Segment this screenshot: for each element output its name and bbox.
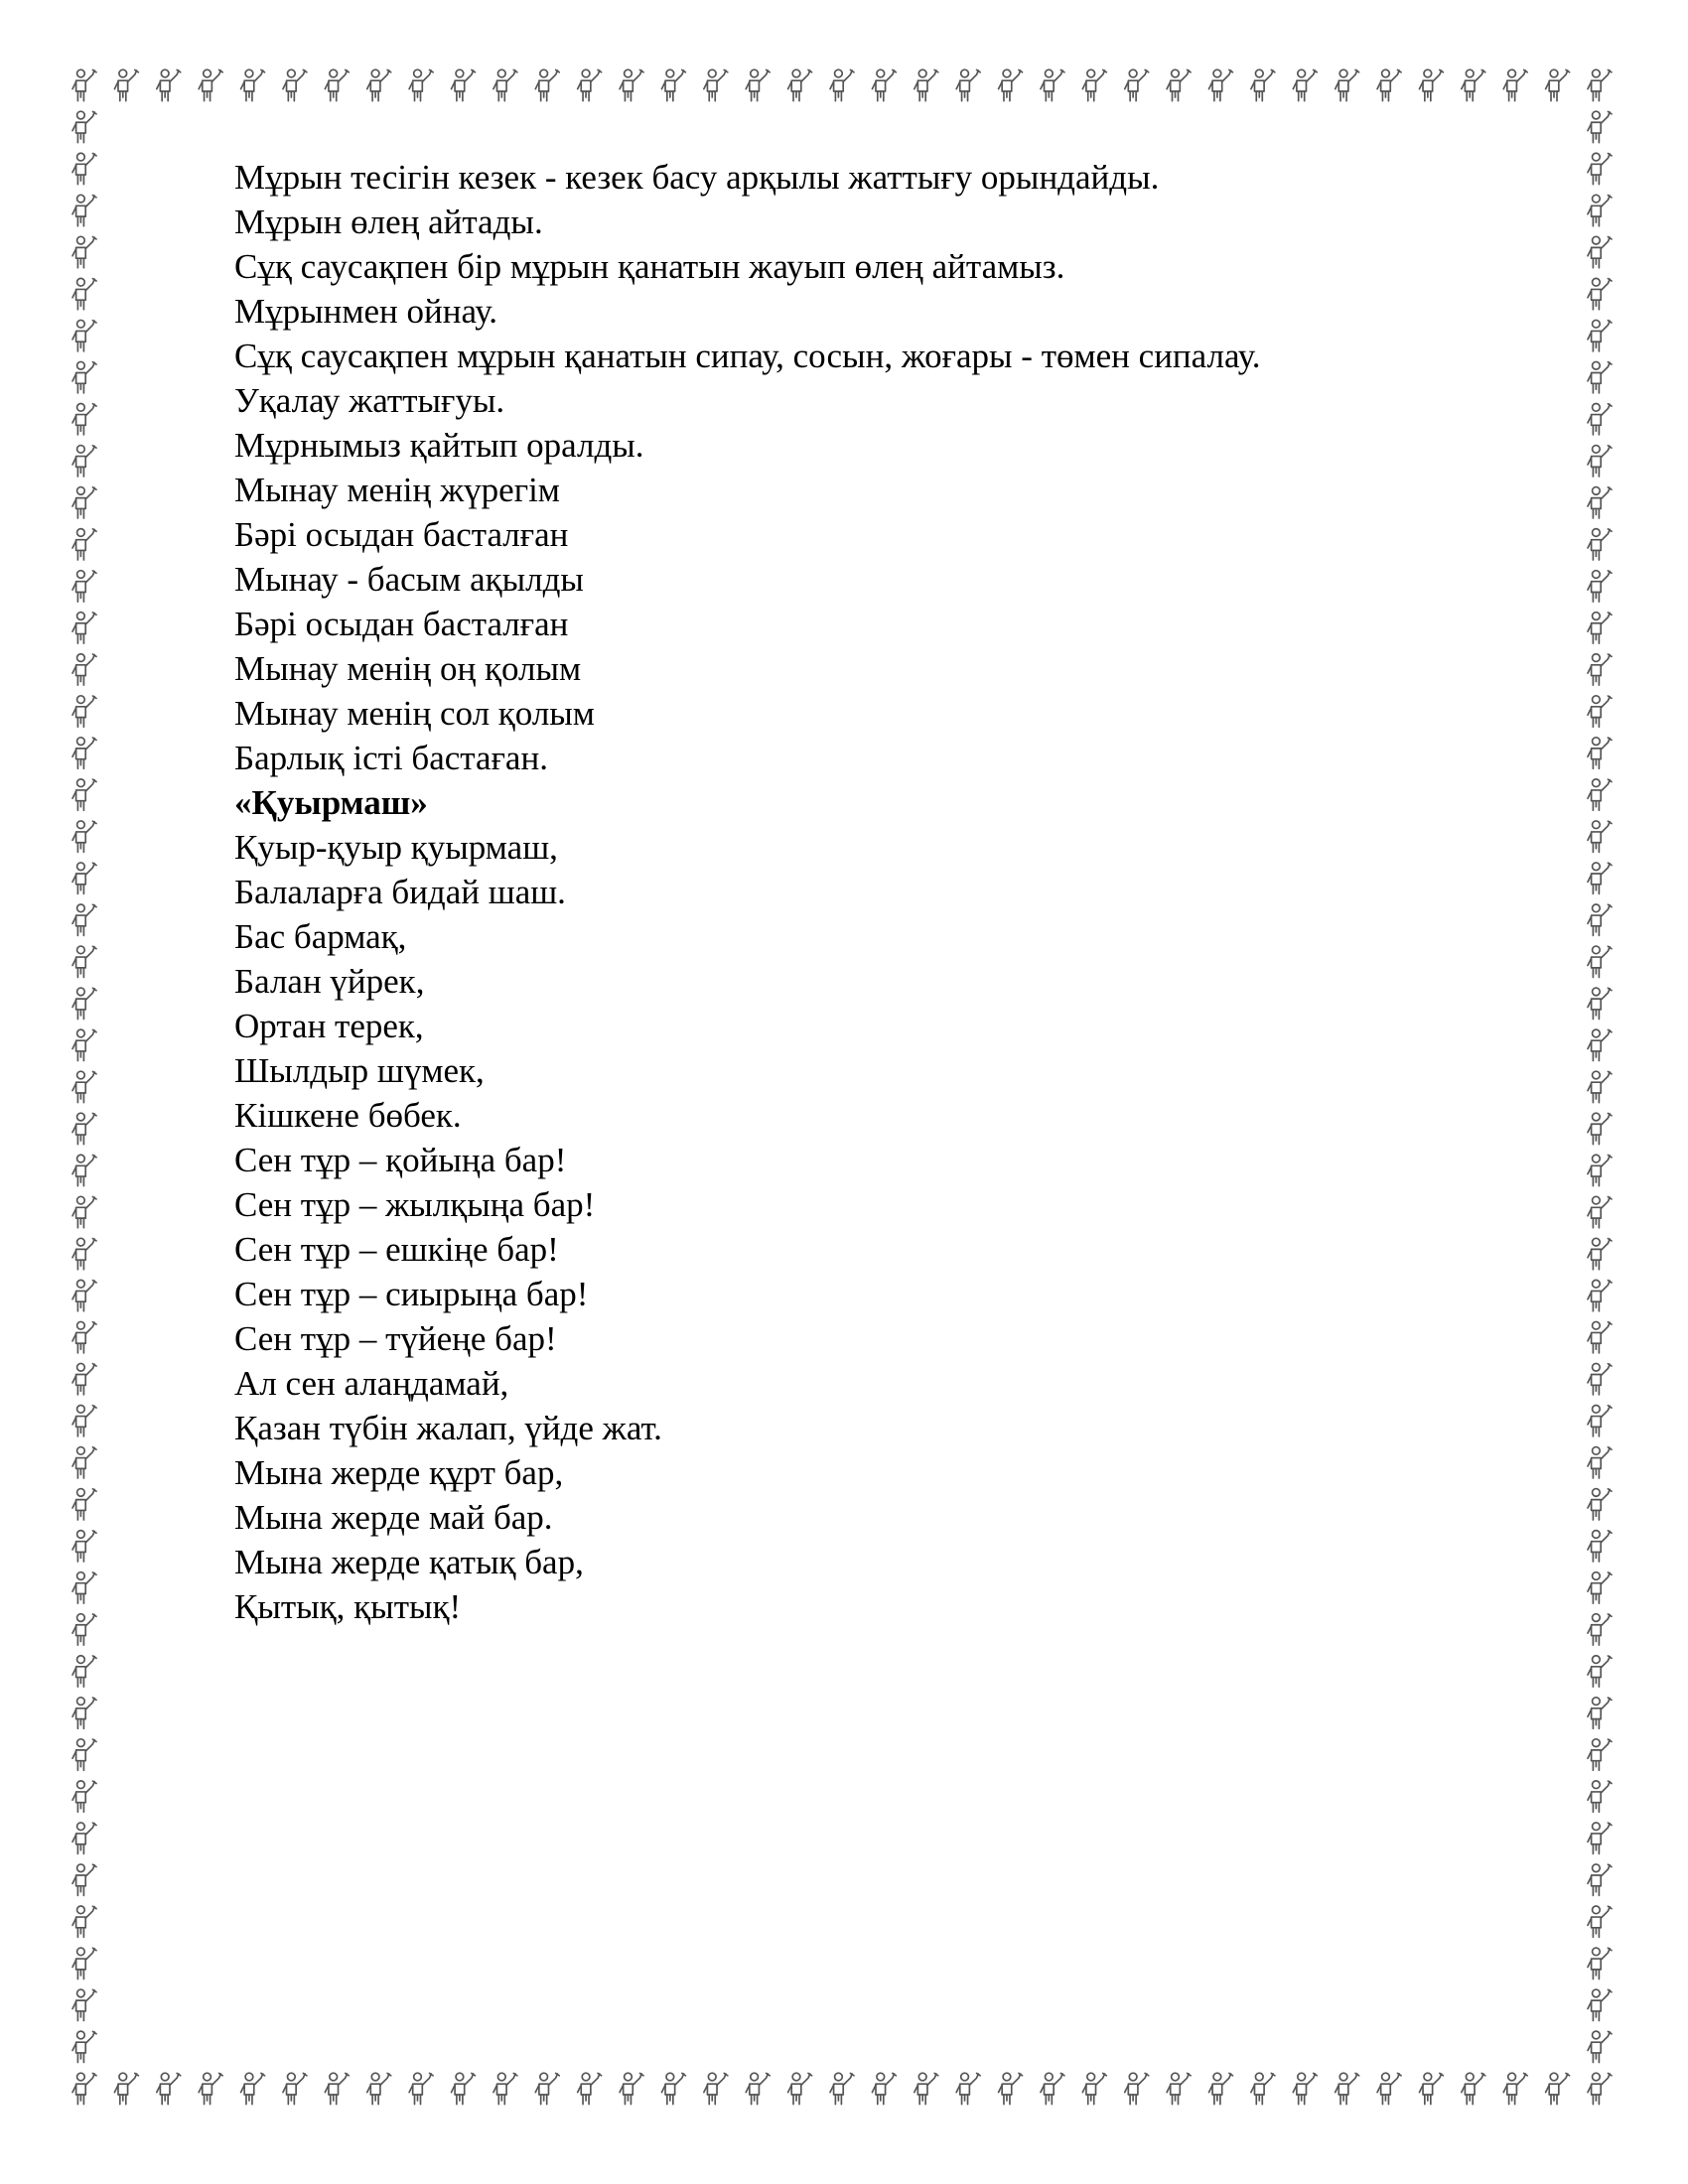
waving-child-outline-icon	[72, 320, 96, 350]
waving-child-outline-icon	[72, 1531, 96, 1562]
waving-child-outline-icon	[1588, 1196, 1612, 1227]
waving-child-outline-icon	[1588, 1739, 1612, 1770]
waving-child-outline-icon	[1588, 446, 1612, 477]
waving-child-outline-icon	[367, 2073, 391, 2104]
waving-child-outline-icon	[452, 69, 476, 100]
waving-child-outline-icon	[1377, 69, 1401, 100]
waving-child-outline-icon	[1588, 696, 1612, 727]
waving-child-outline-icon	[1588, 1572, 1612, 1603]
waving-child-outline-icon	[1336, 2073, 1359, 2104]
waving-child-outline-icon	[578, 2073, 602, 2104]
text-line: Сен тұр – жылқыңа бар!	[234, 1185, 596, 1224]
waving-child-outline-icon	[72, 1698, 96, 1728]
text-line: Мынау менің жүрегім	[234, 471, 560, 509]
waving-child-outline-icon	[1209, 2073, 1233, 2104]
waving-child-outline-icon	[1588, 1531, 1612, 1562]
waving-child-outline-icon	[72, 487, 96, 518]
waving-child-outline-icon	[72, 1238, 96, 1269]
waving-child-outline-icon	[199, 69, 222, 100]
waving-child-outline-icon	[872, 2073, 896, 2104]
text-line: Балан үйрек,	[234, 962, 425, 1001]
waving-child-outline-icon	[72, 1113, 96, 1144]
waving-child-outline-icon	[1336, 69, 1359, 100]
waving-child-outline-icon	[1588, 1238, 1612, 1269]
waving-child-outline-icon	[72, 946, 96, 977]
waving-child-outline-icon	[114, 2073, 138, 2104]
text-line: Ал сен алаңдамай,	[234, 1364, 509, 1403]
waving-child-outline-icon	[1588, 111, 1612, 142]
waving-child-outline-icon	[1293, 2073, 1317, 2104]
text-line: Мұрын өлең айтады.	[234, 203, 543, 241]
waving-child-outline-icon	[72, 361, 96, 392]
waving-child-outline-icon	[325, 69, 349, 100]
waving-child-outline-icon	[999, 2073, 1023, 2104]
waving-child-outline-icon	[72, 2073, 96, 2104]
waving-child-outline-icon	[1082, 69, 1106, 100]
waving-child-outline-icon	[704, 69, 728, 100]
waving-child-outline-icon	[746, 69, 770, 100]
waving-child-outline-icon	[72, 696, 96, 727]
waving-child-outline-icon	[1588, 1113, 1612, 1144]
waving-child-outline-icon	[1588, 1656, 1612, 1687]
waving-child-outline-icon	[704, 2073, 728, 2104]
waving-child-outline-icon	[1588, 1948, 1612, 1979]
waving-child-outline-icon	[72, 1614, 96, 1645]
waving-child-outline-icon	[1588, 487, 1612, 518]
waving-child-outline-icon	[1588, 1864, 1612, 1895]
waving-child-outline-icon	[72, 1739, 96, 1770]
waving-child-outline-icon	[1588, 2031, 1612, 2062]
waving-child-outline-icon	[1588, 904, 1612, 935]
waving-child-outline-icon	[367, 69, 391, 100]
waving-child-outline-icon	[1588, 738, 1612, 768]
waving-child-outline-icon	[1588, 278, 1612, 309]
waving-child-outline-icon	[1588, 821, 1612, 852]
waving-child-outline-icon	[1041, 2073, 1064, 2104]
waving-child-outline-icon	[72, 738, 96, 768]
waving-child-outline-icon	[1588, 1280, 1612, 1310]
waving-child-outline-icon	[72, 779, 96, 810]
waving-child-outline-icon	[746, 2073, 770, 2104]
waving-child-outline-icon	[1588, 571, 1612, 602]
waving-child-outline-icon	[1209, 69, 1233, 100]
waving-child-outline-icon	[1588, 1155, 1612, 1185]
text-line: Мына жерде май бар.	[234, 1498, 553, 1537]
waving-child-outline-icon	[1588, 1363, 1612, 1394]
text-line: Мұрынмен ойнау.	[234, 292, 497, 331]
waving-child-outline-icon	[72, 1363, 96, 1394]
waving-child-outline-icon	[157, 2073, 181, 2104]
waving-child-outline-icon	[72, 1989, 96, 2020]
waving-child-outline-icon	[999, 69, 1023, 100]
waving-child-outline-icon	[1588, 988, 1612, 1019]
waving-child-outline-icon	[72, 1447, 96, 1478]
waving-child-outline-icon	[1251, 69, 1275, 100]
waving-child-outline-icon	[956, 2073, 980, 2104]
waving-child-outline-icon	[1462, 69, 1485, 100]
waving-child-outline-icon	[578, 69, 602, 100]
waving-child-outline-icon	[72, 1196, 96, 1227]
waving-child-outline-icon	[72, 529, 96, 560]
waving-child-outline-icon	[1503, 69, 1527, 100]
document-body	[234, 155, 1485, 1629]
waving-child-outline-icon	[1125, 2073, 1149, 2104]
waving-child-outline-icon	[452, 2073, 476, 2104]
text-line: Мұрнымыз қайтып оралды.	[234, 426, 644, 465]
waving-child-outline-icon	[72, 111, 96, 142]
waving-child-outline-icon	[72, 278, 96, 309]
waving-child-outline-icon	[1588, 153, 1612, 184]
text-line: Бәрі осыдан басталған	[234, 605, 569, 643]
waving-child-outline-icon	[1588, 1071, 1612, 1102]
waving-child-outline-icon	[1546, 69, 1570, 100]
waving-child-outline-icon	[283, 69, 307, 100]
waving-child-outline-icon	[1588, 361, 1612, 392]
waving-child-outline-icon	[1503, 2073, 1527, 2104]
waving-child-outline-icon	[914, 69, 938, 100]
waving-child-outline-icon	[1588, 654, 1612, 685]
waving-child-outline-icon	[325, 2073, 349, 2104]
waving-child-outline-icon	[72, 1864, 96, 1895]
waving-child-outline-icon	[72, 863, 96, 893]
waving-child-outline-icon	[72, 1656, 96, 1687]
waving-child-outline-icon	[535, 2073, 559, 2104]
waving-child-outline-icon	[72, 613, 96, 643]
waving-child-outline-icon	[788, 2073, 812, 2104]
waving-child-outline-icon	[1588, 863, 1612, 893]
waving-child-outline-icon	[1588, 1906, 1612, 1937]
waving-child-outline-icon	[72, 1489, 96, 1520]
waving-child-outline-icon	[1167, 2073, 1191, 2104]
waving-child-outline-icon	[72, 1321, 96, 1352]
waving-child-outline-icon	[1588, 320, 1612, 350]
text-line: Ортан терек,	[234, 1007, 424, 1045]
text-line: Мұрын тесігін кезек - кезек басу арқылы жаттығу орындайды.	[234, 158, 1160, 197]
waving-child-outline-icon	[535, 69, 559, 100]
text-line: Сен тұр – сиырыңа бар!	[234, 1275, 589, 1313]
waving-child-outline-icon	[241, 69, 265, 100]
waving-child-outline-icon	[1588, 195, 1612, 225]
waving-child-outline-icon	[1588, 1698, 1612, 1728]
text-line: Сұқ саусақпен бір мұрын қанатын жауып өлең айтамыз.	[234, 247, 1065, 286]
text-line: Мынау менің оң қолым	[234, 649, 582, 688]
waving-child-outline-icon	[72, 1405, 96, 1435]
waving-child-outline-icon	[830, 69, 854, 100]
waving-child-outline-icon	[1588, 613, 1612, 643]
waving-child-outline-icon	[157, 69, 181, 100]
waving-child-outline-icon	[72, 988, 96, 1019]
text-line: Мына жерде қатық бар,	[234, 1543, 584, 1581]
text-line: Сен тұр – түйеңе бар!	[234, 1319, 557, 1358]
text-line: Сен тұр – қойыңа бар!	[234, 1141, 567, 1179]
waving-child-outline-icon	[1588, 1823, 1612, 1853]
text-line: Шылдыр шүмек,	[234, 1051, 485, 1090]
waving-child-outline-icon	[1588, 1029, 1612, 1060]
waving-child-outline-icon	[1546, 2073, 1570, 2104]
text-line: Мынау - басым ақылды	[234, 560, 584, 599]
waving-child-outline-icon	[872, 69, 896, 100]
waving-child-outline-icon	[72, 69, 96, 100]
waving-child-outline-icon	[1588, 529, 1612, 560]
waving-child-outline-icon	[199, 2073, 222, 2104]
waving-child-outline-icon	[1293, 69, 1317, 100]
waving-child-outline-icon	[72, 1572, 96, 1603]
waving-child-outline-icon	[1588, 69, 1612, 100]
waving-child-outline-icon	[661, 69, 685, 100]
waving-child-outline-icon	[1588, 1447, 1612, 1478]
waving-child-outline-icon	[1167, 69, 1191, 100]
waving-child-outline-icon	[1588, 1989, 1612, 2020]
waving-child-outline-icon	[493, 69, 517, 100]
text-line: Кішкене бөбек.	[234, 1096, 462, 1135]
text-line: Балаларға бидай шаш.	[234, 873, 566, 911]
waving-child-outline-icon	[72, 571, 96, 602]
waving-child-outline-icon	[1588, 1321, 1612, 1352]
text-line: Мына жерде құрт бар,	[234, 1453, 564, 1492]
text-line: Барлық істі бастаған.	[234, 739, 548, 777]
waving-child-outline-icon	[283, 2073, 307, 2104]
waving-child-outline-icon	[72, 1781, 96, 1812]
waving-child-outline-icon	[409, 2073, 433, 2104]
waving-child-outline-icon	[1588, 1489, 1612, 1520]
waving-child-outline-icon	[72, 1071, 96, 1102]
waving-child-outline-icon	[72, 153, 96, 184]
text-line: Бас бармақ,	[234, 917, 407, 956]
waving-child-outline-icon	[956, 69, 980, 100]
waving-child-outline-icon	[1419, 69, 1443, 100]
waving-child-outline-icon	[620, 2073, 643, 2104]
waving-child-outline-icon	[72, 403, 96, 434]
waving-child-outline-icon	[788, 69, 812, 100]
waving-child-outline-icon	[1588, 1405, 1612, 1435]
waving-child-outline-icon	[1251, 2073, 1275, 2104]
waving-child-outline-icon	[72, 1029, 96, 1060]
waving-child-outline-icon	[1588, 2073, 1612, 2104]
waving-child-outline-icon	[72, 904, 96, 935]
waving-child-outline-icon	[72, 1280, 96, 1310]
text-line: Бәрі осыдан басталған	[234, 515, 569, 554]
waving-child-outline-icon	[72, 446, 96, 477]
waving-child-outline-icon	[1419, 2073, 1443, 2104]
text-line: Қытық, қытық!	[234, 1587, 462, 1626]
waving-child-outline-icon	[1588, 946, 1612, 977]
waving-child-outline-icon	[1377, 2073, 1401, 2104]
waving-child-outline-icon	[72, 821, 96, 852]
waving-child-outline-icon	[114, 69, 138, 100]
waving-child-outline-icon	[493, 2073, 517, 2104]
waving-child-outline-icon	[1041, 69, 1064, 100]
waving-child-outline-icon	[1588, 403, 1612, 434]
waving-child-outline-icon	[661, 2073, 685, 2104]
text-line: Қазан түбін жалап, үйде жат.	[234, 1409, 662, 1447]
waving-child-outline-icon	[620, 69, 643, 100]
waving-child-outline-icon	[1588, 1614, 1612, 1645]
waving-child-outline-icon	[72, 1823, 96, 1853]
text-line: Қуыр-қуыр қуырмаш,	[234, 828, 558, 867]
waving-child-outline-icon	[72, 1155, 96, 1185]
waving-child-outline-icon	[1462, 2073, 1485, 2104]
text-line: Мынау менің сол қолым	[234, 694, 595, 733]
poem-title: «Қуырмаш»	[234, 783, 428, 822]
waving-child-outline-icon	[72, 2031, 96, 2062]
text-line: Сен тұр – ешкіңе бар!	[234, 1230, 559, 1269]
waving-child-outline-icon	[1588, 779, 1612, 810]
waving-child-outline-icon	[72, 195, 96, 225]
waving-child-outline-icon	[72, 1948, 96, 1979]
waving-child-outline-icon	[1588, 1781, 1612, 1812]
waving-child-outline-icon	[72, 654, 96, 685]
waving-child-outline-icon	[1082, 2073, 1106, 2104]
waving-child-outline-icon	[72, 236, 96, 267]
waving-child-outline-icon	[409, 69, 433, 100]
text-line: Уқалау жаттығуы.	[234, 381, 505, 420]
waving-child-outline-icon	[241, 2073, 265, 2104]
text-line: Сұқ саусақпен мұрын қанатын сипау, сосын, жоғары - төмен сипалау.	[234, 337, 1261, 375]
waving-child-outline-icon	[914, 2073, 938, 2104]
waving-child-outline-icon	[830, 2073, 854, 2104]
waving-child-outline-icon	[1588, 236, 1612, 267]
waving-child-outline-icon	[1125, 69, 1149, 100]
waving-child-outline-icon	[72, 1906, 96, 1937]
